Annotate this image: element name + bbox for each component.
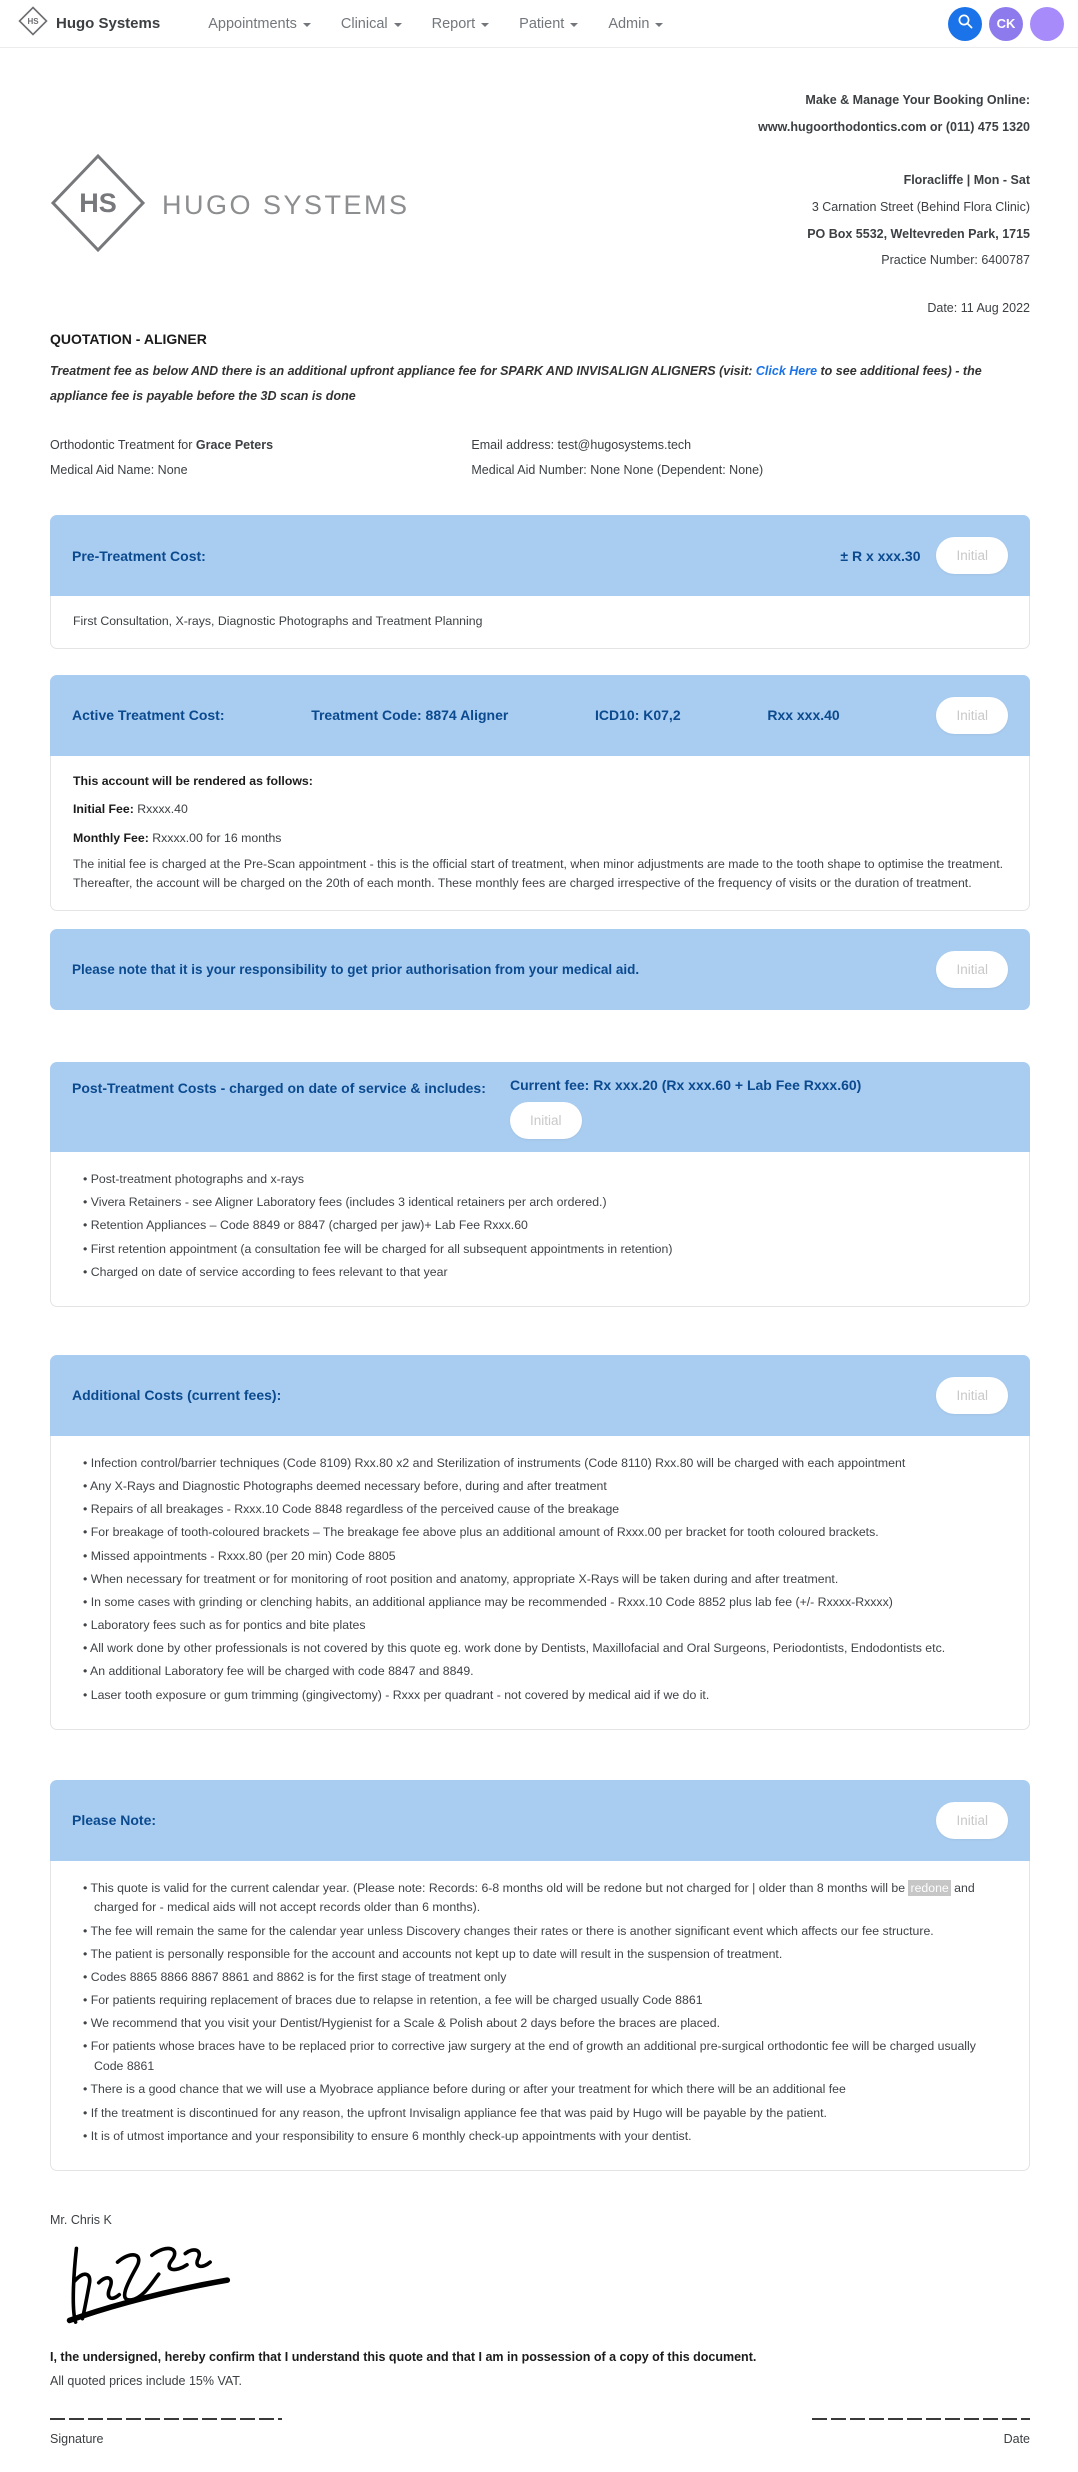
section-title: Post-Treatment Costs - charged on date of service & includes: [72,1080,486,1097]
nav-item-appointments[interactable] [208,16,311,32]
initial-button[interactable]: Initial [936,1802,1008,1839]
initial-button[interactable]: Initial [510,1102,582,1139]
chevron-down-icon [655,23,663,27]
initial-fee-value: Rxxxx.40 [133,802,188,817]
patient-name: Grace Peters [195,438,274,452]
medical-aid-name-line: Medical Aid Name: None [50,463,188,477]
nav-item-label: Appointments [208,15,297,32]
list-item: • For patients requiring replacement of braces due to relapse in retention, a fee will be charged usually Code 8861 [83,1991,1007,2011]
disclaimer-text: to see additional fees) - the appliance fee is payable before the 3D scan is done [50,364,982,403]
post-treatment-section [50,1062,1030,1307]
list-item: • If the treatment is discontinued for any reason, the upfront Invisalign appliance fee that was paid by Hugo will be payable by the patient. [83,2104,1007,2124]
additional-costs-body [50,1436,1030,1730]
list-item: • Missed appointments - Rxxx.80 (per 20 min) Code 8805 [83,1547,1007,1567]
initial-button[interactable]: Initial [936,951,1008,988]
post-treatment-fee-block [510,1077,861,1139]
page-title: QUOTATION - ALIGNER [50,331,207,348]
list-item: • First retention appointment (a consultation fee will be charged for all subsequent appointments in retention) [83,1240,1007,1260]
list-item: • Vivera Retainers - see Aligner Laboratory fees (includes 3 identical retainers per arch ordered.) [83,1193,1007,1213]
signature-field [50,2418,282,2446]
disclaimer-text: Treatment fee as below AND there is an additional upfront appliance fee for SPARK AND INVISALIGN ALIGNERS (visit: [50,364,756,379]
section-title: Pre-Treatment Cost: [72,547,206,564]
search-button[interactable] [948,7,982,41]
additional-costs-list [73,1452,1007,1713]
search-icon [957,13,974,35]
top-nav [0,0,1078,48]
signature-label: Signature [50,2431,104,2446]
list-item [83,1879,1007,1918]
list-item: • Laboratory fees such as for pontics and bite plates [83,1616,1007,1636]
list-item: • The fee will remain the same for the calendar year unless Discovery changes their rates or there is another significant event which affects our fee structure. [83,1922,1007,1942]
rendered-heading: This account will be rendered as follows: [73,773,313,788]
current-fee: Current fee: Rx xxx.20 (Rx xxx.60 + Lab Fee Rxxx.60) [510,1077,862,1094]
list-item: • Codes 8865 8866 8867 8861 and 8862 is for the first stage of treatment only [83,1968,1007,1988]
click-here-link[interactable]: Click Here [755,364,818,379]
patient-treatment-line [50,438,471,452]
list-item: • An additional Laboratory fee will be charged with code 8847 and 8849. [83,1662,1007,1682]
booking-line: Make & Manage Your Booking Online: [805,93,1030,107]
pre-treatment-header [50,515,1030,596]
date-line[interactable] [812,2418,1030,2420]
vat-statement: All quoted prices include 15% VAT. [50,2373,243,2388]
nav-item-patient[interactable] [519,16,578,32]
document-date: Date: 11 Aug 2022 [927,301,1030,316]
pre-treatment-section [50,515,1030,649]
initial-fee-label: Initial Fee: [73,802,134,817]
list-item: • Retention Appliances – Code 8849 or 8847 (charged per jaw)+ Lab Fee Rxxx.60 [83,1216,1007,1236]
additional-costs-header [50,1355,1030,1436]
nav-right [948,7,1064,41]
post-treatment-body [50,1152,1030,1307]
pre-treatment-amount: ± R x xxx.30 [840,547,921,564]
chevron-down-icon [394,23,402,27]
hs-diamond-logo-icon [50,153,146,258]
confirmation-statement: I, the undersigned, hereby confirm that I understand this quote and that I am in possession of a copy of this document. [50,2349,757,2364]
list-item: • In some cases with grinding or clenching habits, an additional appliance may be recommended - Rxxx.10 Code 8852 plus lab fee (+/- Rxxxx-Rxxxx) [83,1593,1007,1613]
chevron-down-icon [481,23,489,27]
please-note-header [50,1780,1030,1861]
list-item: • For breakage of tooth-coloured brackets – The breakage fee above plus an additional amount of Rxxx.00 per bracket for tooth coloured brackets. [83,1523,1007,1543]
note-text: This quote is valid for the current calendar year. (Please note: Records: 6-8 months old will be redone but not charged for | older than 8 months will be [90,1880,909,1895]
list-item: • Infection control/barrier techniques (Code 8109) Rxx.80 x2 and Sterilization of instruments (Code 8110) Rxx.80 will be charged with each appointment [83,1454,1007,1474]
chevron-down-icon [570,23,578,27]
letterhead [50,90,1030,279]
list-item: • Post-treatment photographs and x-rays [83,1170,1007,1190]
list-item: • When necessary for treatment or for monitoring of root position and anatomy, appropriate X-Rays will be taken during and after treatment. [83,1570,1007,1590]
active-treatment-section [50,675,1030,911]
treatment-code: Treatment Code: 8874 Aligner [311,707,509,724]
nav-menu [208,16,948,32]
active-treatment-amount: Rxx xxx.40 [767,707,840,724]
list-item: • We recommend that you visit your Dentist/Hygienist for a Scale & Polish about 2 days before the braces are placed. [83,2014,1007,2034]
additional-costs-section [50,1355,1030,1730]
list-item: • All work done by other professionals is not covered by this quote eg. work done by Dentists, Maxillofacial and Oral Surgeons, Periodontists, Endodontists etc. [83,1639,1007,1659]
hs-diamond-icon [18,6,48,41]
letterhead-logo-name: HUGO SYSTEMS [162,190,410,221]
list-item: • Laser tooth exposure or gum trimming (gingivectomy) - Rxxx per quadrant - not covered by medical aid if we do it. [83,1686,1007,1706]
initial-button[interactable]: Initial [936,697,1008,734]
letterhead-logo [50,90,410,279]
pre-treatment-body [50,596,1030,649]
patient-info [50,438,1030,477]
booking-contact-line: www.hugoorthodontics.com or (011) 475 1320 [758,119,1030,134]
icd10-code: ICD10: K07,2 [595,707,681,724]
section-title: Active Treatment Cost: [72,707,225,724]
patient-email-line: Email address: test@hugosystems.tech [471,438,692,452]
quotation-document [0,48,1078,2472]
please-note-body [50,1861,1030,2171]
post-treatment-header [50,1062,1030,1152]
list-item: • The patient is personally responsible for the account and accounts not kept up to date will result in the suspension of treatment. [83,1945,1007,1965]
initial-button[interactable]: Initial [936,537,1008,574]
highlighted-text: redone [910,1880,949,1895]
practice-number-line: Practice Number: 6400787 [881,253,1030,268]
section-title: Additional Costs (current fees): [72,1387,282,1404]
medical-aid-note [50,929,1030,1010]
address-line: 3 Carnation Street (Behind Flora Clinic) [811,199,1030,214]
nav-item-label: Report [431,15,476,32]
aligner-disclaimer [50,359,1030,408]
date-label: Date [1003,2431,1030,2446]
practitioner-name: Mr. Chris K [50,2212,112,2227]
nav-item-label: Admin [608,15,650,32]
active-treatment-header [50,675,1030,756]
active-treatment-paragraph: The initial fee is charged at the Pre-Scan appointment - this is the official start of treatment, when minor adjustments are made to the tooth shape to optimise the treatment. Thereafter, the account will be charged on the 20th of each month. These monthly fees are charged irrespective of the frequency of visits or the duration of treatment. [73,856,1004,891]
medical-aid-number-line: Medical Aid Number: None None (Dependent: None) [471,463,764,477]
note-text: and charged for - medical aids will not accept records older than 6 months). [94,1880,975,1915]
nav-item-label: Patient [519,15,565,32]
please-note-list [73,1877,1007,2154]
svg-text:HS: HS [27,17,39,27]
please-note-section [50,1780,1030,2171]
list-item: • There is a good chance that we will use a Myobrace appliance before during or after your treatment for which there will be an additional fee [83,2080,1007,2100]
avatar[interactable] [1030,7,1064,41]
list-item: • For patients whose braces have to be replaced prior to corrective jaw surgery at the end of growth an additional pre-surgical orthodontic fee will be charged usually Code 8861 [83,2037,1007,2076]
list-item: • Any X-Rays and Diagnostic Photographs deemed necessary before, during and after treatment [83,1477,1007,1497]
active-treatment-body [50,756,1030,911]
section-title: Please Note: [72,1812,157,1829]
list-item: • It is of utmost importance and your responsibility to ensure 6 monthly check-up appointments with your dentist. [83,2127,1007,2147]
nav-item-clinical[interactable] [341,16,402,32]
po-box-line: PO Box 5532, Weltevreden Park, 1715 [807,226,1030,241]
location-line: Floracliffe | Mon - Sat [903,172,1030,187]
post-treatment-list [73,1168,1007,1290]
signature-image [62,2233,1030,2334]
brand-logo[interactable] [18,6,160,41]
pre-treatment-description: First Consultation, X-rays, Diagnostic Photographs and Treatment Planning [73,614,483,628]
list-item: • Repairs of all breakages - Rxxx.10 Code 8848 regardless of the perceived cause of the breakage [83,1500,1007,1520]
patient-label: Orthodontic Treatment for [50,438,196,452]
user-initials-badge[interactable]: CK [989,7,1023,41]
date-field [812,2418,1030,2446]
list-item: • Charged on date of service according to fees relevant to that year [83,1263,1007,1283]
initial-button[interactable]: Initial [936,1377,1008,1414]
signature-row [50,2418,1030,2446]
signature-line[interactable] [50,2418,282,2420]
nav-item-report[interactable] [432,16,490,32]
svg-text:HS: HS [79,188,117,219]
medical-aid-note-text: Please note that it is your responsibility to get prior authorisation from your medical aid. [72,962,640,978]
nav-item-label: Clinical [340,15,388,32]
chevron-down-icon [303,23,311,27]
monthly-fee-line [73,829,1007,849]
initial-fee-line [73,800,1007,820]
nav-item-admin[interactable] [608,16,663,32]
brand-name: Hugo Systems [56,15,161,32]
monthly-fee-label: Monthly Fee: [73,831,149,846]
monthly-fee-value: Rxxxx.00 for 16 months [148,831,282,846]
letterhead-contact [758,90,1030,279]
